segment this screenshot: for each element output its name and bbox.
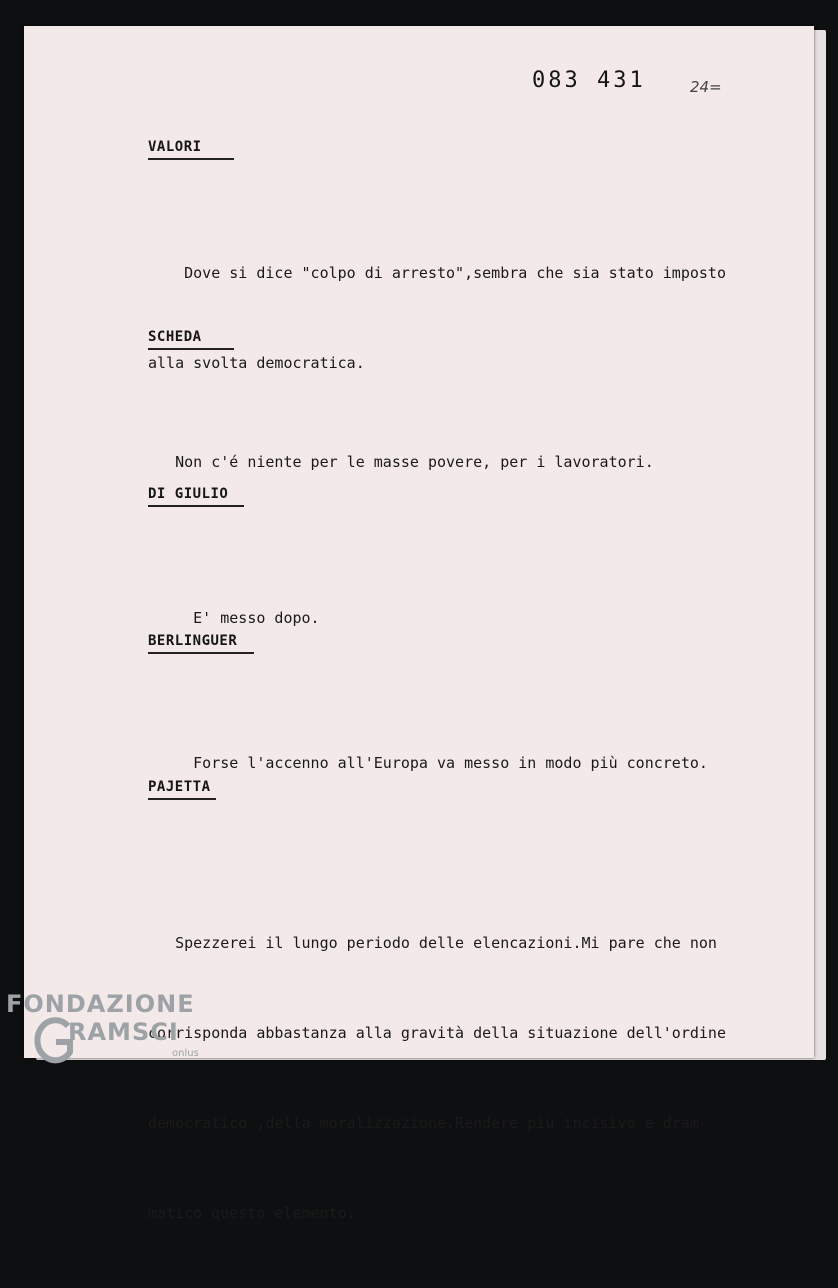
speaker-heading-valori: VALORI bbox=[148, 139, 234, 160]
paragraph-pajetta bbox=[148, 868, 726, 1288]
logo-text-line1: FONDAZIONE bbox=[6, 990, 195, 1018]
text-line: matico questo elemento. bbox=[148, 1204, 356, 1222]
paragraph-berlinguer bbox=[148, 688, 708, 838]
fondazione-gramsci-logo bbox=[6, 988, 216, 1078]
text-line: alla svolta democratica. bbox=[148, 354, 365, 372]
text-line: E' messo dopo. bbox=[148, 609, 320, 627]
text-line: Non c'é niente per le masse povere, per i lavoratori. bbox=[148, 453, 654, 471]
text-line: corrisponda abbastanza alla gravità della situazione dell'ordine bbox=[148, 1024, 726, 1042]
text-line: democratico ,della moralizzazione.Rendere più incisivo e dram- bbox=[148, 1114, 708, 1132]
speaker-heading-berlinguer: BERLINGUER bbox=[148, 633, 254, 654]
text-line: Spezzerei il lungo periodo delle elencazioni.Mi pare che non bbox=[148, 934, 717, 952]
handwritten-page-number: 24= bbox=[690, 78, 722, 96]
speaker-heading-di-giulio: DI GIULIO bbox=[148, 486, 244, 507]
speaker-heading-scheda: SCHEDA bbox=[148, 329, 234, 350]
text-line: Forse l'accenno all'Europa va messo in modo più concreto. bbox=[148, 754, 708, 772]
document-page bbox=[24, 26, 814, 1222]
document-number: 083 431 bbox=[532, 68, 646, 93]
logo-onlus: onlus bbox=[172, 1048, 199, 1059]
speaker-heading-pajetta: PAJETTA bbox=[148, 779, 216, 800]
paragraph-scheda bbox=[148, 387, 654, 537]
text-line: Dove si dice "colpo di arresto",sembra che sia stato imposto bbox=[148, 264, 726, 282]
logo-text-line2: RAMSCI bbox=[68, 1018, 179, 1046]
paragraph-di-giulio bbox=[148, 543, 320, 693]
